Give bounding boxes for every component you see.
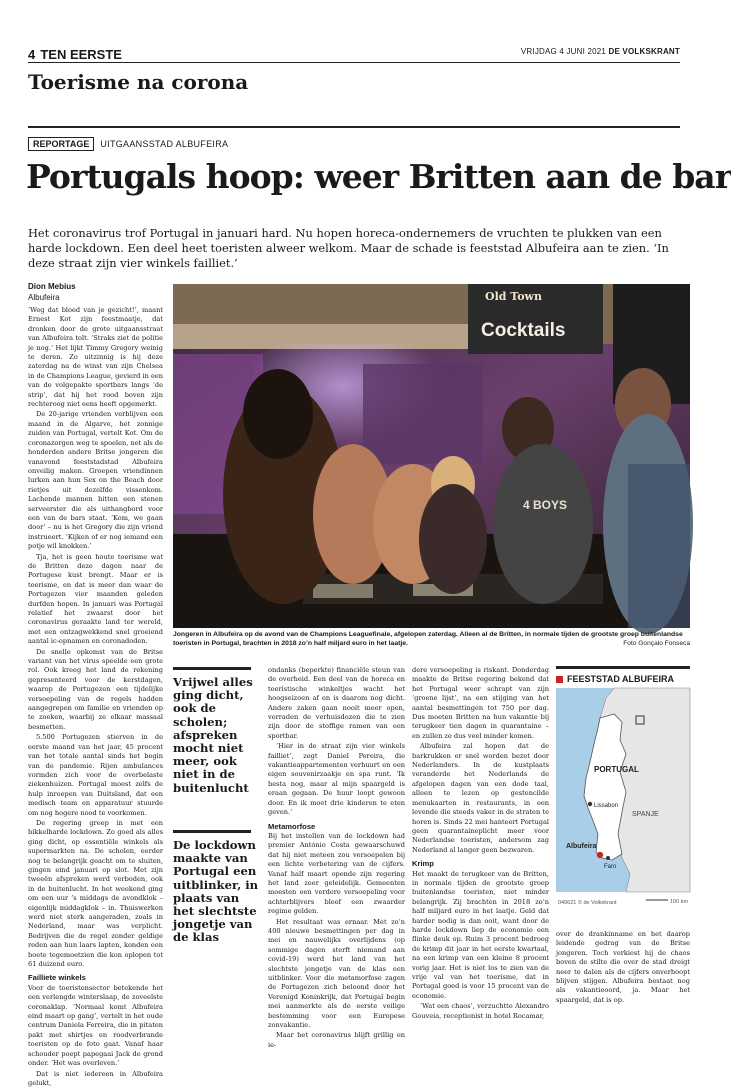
pull-quote-2 <box>173 830 263 945</box>
portugal-map <box>556 688 690 914</box>
quote-rule <box>173 830 251 833</box>
paragraph: ‘Hier in de straat zijn vier winkels failliet’, zegt Daniel Pereira, die vakantieappartementen verhuurt en een eigen souvenirzaakje en spa runt. ‘Ik besta nog, maar al mijn spaargeld is eraan gegaan. De huur loopt gewoon door. En ik moet drie kinderen te eten geven.’ <box>268 742 405 817</box>
author-name: Dion Mebius <box>28 281 163 292</box>
paragraph: De 20-jarige vrienden verblijven een maand in de Algarve, het zonnige zuiden van Portugal, vertelt Kot. Om de coronazorgen weg te spoelen, net als de honderden andere Britse jongeren die vanavond feeststadstad Albufeira onveilig maken. Groepen vriendinnen lurken aan hun Sex on the Beach door rietjes uit dezelfde vissenkom. Lachende mannen bitten een stenen serveerster die als uithangbord voor een van de bars staat. ‘Kom, we gaan door’ – nu is het Gregory die zijn vriend instrueert. ‘Kijken of er nog iemand een potje wil knokken.’ <box>28 410 163 551</box>
neighbor-label: SPANJE <box>632 811 659 818</box>
paragraph: De regering greep in met een bikkelharde lockdown. Zo goed als alles ging dicht, op essentiële winkels als supermarkten na. De scholen, eerder nog te belangrijk geacht om te sluiten, gingen eind januari op slot. Met zijn tweeën afspreken werd verboden, ook in de buitenlucht. In het weekend ging om een uur ’s middags de avondklok – eigenlijk middagklok – in. Thuiswerken werd niet sterk aangeraden, zoals in Nederland, maar was verplicht. Bedrijven die de regel zonder geldige reden aan hun laars lapten, konden een boete tegemoetzien die kon oplopen tot 61 duizend euro. <box>28 819 163 970</box>
paragraph: ‘Weg dat bloed van je gezicht!’, maant Ernest Kot zijn feestmaatje, dat dronken door de grote uitgaansstraat van Albufeira tolt. ‘Straks ziet de politie je nog.’ Het lijkt Timmy Gregory weinig te deren. Zo uitzinnig is hij deze zaterdag na de winst van zijn Chelsea in de Champions League, gevierd in een van de volgepakte sportbars langs ‘de strip’, dat hij het rood boven zijn rechteroog niet eens heeft opgemerkt. <box>28 306 163 409</box>
city-label: Lissabon <box>594 803 618 809</box>
country-label: PORTUGAL <box>594 765 639 774</box>
page-header <box>28 44 680 62</box>
paragraph: Het resultaat was ernaar. Met zo’n 400 nieuwe besmettingen per dag in mei en nauwelijks overlijdens (op sommige dagen sterft niemand aan covid-19) werd het land van het slechtste jongetje van de klas een uitblinker. Voor die metamorfose zagen de Portugezen zich beloond door het Verenigd Koninkrijk, dat Portugal begin mei aanmerkte als de eerste veilige bestemming voor een Europese zonvakantie. <box>268 918 405 1031</box>
map-box <box>556 666 690 924</box>
rubric-rule <box>28 126 680 128</box>
paragraph: Albufeira zal hopen dat de barkrukken er snel worden bezet door Nederlanders. In de kustplaats veranderde het Nederlands de afgelopen dagen van een dode taal, alleen te lezen op gestencilde menukaarten in restaurants, in een levende die steeds vaker in de straten te horen is. Sinds 22 mei hanteert Portugal geen quarantaineplicht meer voor Nederlandse toeristen, andersom zag Nederland al langer geen bezwaren. <box>412 742 549 855</box>
photo-caption <box>173 630 690 648</box>
headline: Portugals hoop: weer Britten aan de bar <box>26 158 706 196</box>
sign-main-text: Cocktails <box>481 320 565 341</box>
genre-tag: REPORTAGE <box>28 137 94 151</box>
quote-rule <box>173 667 251 670</box>
paragraph: Maar het coronavirus blijft grillig en ie- <box>268 1031 405 1050</box>
section-name: TEN EERSTE <box>40 47 122 62</box>
paragraph: ondanks (beperkte) financiële steun van de overheid. Een deel van de horeca en toeristische winkeltjes wacht het hoogseizoen af en is daarom nog dicht. Andere zaken gaan nooit meer open, verraden de verhuisdozen die te zien zijn door de stoffige ramen van een sportbar. <box>268 666 405 741</box>
paragraph: Voor de toeristensector betekende het een verlengde winterslaap, de zoveelste coronaklap. ‘Normaal komt Albufeira eind maart op gang’, vertelt in het oude centrum Daniela Ferreira, die in pitaten pakt met shirtjes en roodverbrande toeristen op de foto gaat. Vanaf haar schouder poept papegaai Jack de grond onder. ‘Het was overleven.’ <box>28 984 163 1069</box>
paragraph: dere versoepeling is riskant. Donderdag maakte de Britse regering bekend dat het Portugal weer schrapt van zijn ‘groene lijst’, na een stijging van het aantal besmettingen tot 750 per dag. Dus moeten Britten na hun vakantie bij terugkeer tien dagen in quarantaine – en zullen ze dus veel minder komen. <box>412 666 549 741</box>
dateline: Albufeira <box>28 292 163 303</box>
city-dot <box>588 802 592 806</box>
paragraph: De snelle opkomst van de Britse variant van het virus speelde een grote rol. Ook kreeg het land de rekening gepresenteerd voor de kerstdagen, waarop de Portugezen een tijdelijke versoepeling van de regels hadden aangegrepen om familie en vrienden op te zoeken, waarbij ze elkaar massaal besmetten. <box>28 648 163 733</box>
kicker <box>28 136 228 152</box>
subheading: Metamorfose <box>268 822 405 831</box>
map-title: FEESTSTAD ALBUFEIRA <box>556 669 690 688</box>
article-column-3 <box>268 666 405 1044</box>
city-dot <box>606 856 610 860</box>
lede: Het coronavirus trof Portugal in januari hard. Nu hopen horeca-ondernemers de vruchten te plukken van een harde lockdown. Een deel heet toeristen alweer welkom. Maar de schade is feeststad Albufeira aan te zien. ‘In deze straat zijn vier winkels failliet.’ <box>28 226 688 271</box>
quote-text: Vrijwel alles ging dicht, ook de scholen; afspreken mocht niet meer, ook niet in de buitenlucht <box>173 676 263 795</box>
article-column-4 <box>412 666 549 1044</box>
paragraph: ‘Wat een chaos’, verzuchtte Alexandro Gouveia, receptionist in hotel Rocamar, <box>412 1002 549 1021</box>
paragraph: Tja, het is geen houte toerisme wat de Britten deze dagen naar de Portugese kust brengt. Maar er is toerisme, en dat is meer dan waar de Portugezen vier maanden geleden durfden hopen. In januari was Portugal relatief het zwaarst door het coronavirus geraakte land ter wereld, met een ontzagwekkend snel groeiend aantal ic-opnamen en coronadoden. <box>28 553 163 647</box>
sign-top-text: Old Town <box>485 290 542 303</box>
albufeira-dot <box>597 852 603 858</box>
pull-quote-1 <box>173 667 263 795</box>
page-number: 4 <box>28 47 35 62</box>
city-label-albufeira: Albufeira <box>566 843 596 850</box>
paragraph: Dat is niet iedereen in Albufeira gelukt, <box>28 1070 163 1088</box>
header-rule <box>28 62 680 63</box>
paragraph: Bij het instellen van de lockdown had premier António Costa gewaarschuwd dat hij niet meteen zou versoepelen bij een lichte verbetering van de cijfers. Vanaf half maart opende zijn regering het land zeer geleidelijk. Gemeenten moesten een verdere versoepeling voor achterblijvers bleef een zwaarder regime gelden. <box>268 832 405 917</box>
map-scale: 100 km <box>670 899 688 905</box>
paragraph: Het maakt de terugkeer van de Britten, in normale tijden de grootste groep buitenlandse toeristen, niet minder belangrijk. Zij brachten in 2018 zo’n half miljard euro in het laatje. Geld dat harder nodig is dan ooit, want door de harde lockdown liep de economie een flinke deuk op. Ruim 3 procent bedroeg de krimp dit jaar in het eerste kwartaal, na een krimp van een kleine 8 procent vorig jaar. Het is niet los te zien van de vrije val van het toerisme, dat in Portugal goed is voor 15 procent van de economie. <box>412 870 549 1002</box>
subheading: Failliete winkels <box>28 973 163 982</box>
byline <box>28 281 163 303</box>
quote-text: De lockdown maakte van Portugal een uitblinker, in plaats van het slechtste jongetje van de klas <box>173 839 263 945</box>
paragraph: 5.500 Portugezen stierven in de eerste maand van het jaar, 45 procent van het totale aantal sinds het begin van de pandemie. Rijen ambulances vormden zich voor de overbelaste ziekenhuizen. Portugal moest zelfs de hulp inroepen van Duitsland, dat een medisch team en apparatuur stuurde om nog hogere nood te voorkomen. <box>28 733 163 818</box>
rubric-title: Toerisme na corona <box>28 70 248 94</box>
subheading: Krimp <box>412 859 549 868</box>
newspaper-name: DE VOLKSKRANT <box>609 47 681 56</box>
shirt-text: 4 BOYS <box>523 498 567 512</box>
caption-text: Jongeren in Albufeira op de avond van de Champions Leaguefinale, afgelopen zaterdag. Alleen al de Britten, in normale tijden de grootste groep buitenlandse toeristen in Portugal, brachten in 2018 zo’n half miljard euro in het laatje. <box>173 631 683 647</box>
kicker-place: UITGAANSSTAD ALBUFEIRA <box>100 139 228 149</box>
article-column-5 <box>556 930 690 1042</box>
city-label: Faro <box>604 864 617 870</box>
article-column-1 <box>28 306 163 1042</box>
map-source: 040621 © de Volkskrant <box>558 899 617 906</box>
paragraph: over de drankinname en het daarop leidende gedrag van de Britse jongeren. Toch verkiest hij de chaos boven de stilte die over de stad dreigt neer te dalen als de cijfers onverhoopt blijven stijgen. Albufeira bestaat nog als vakantieoord, ja. Maar het spaargeld, dat is op. <box>556 930 690 1005</box>
news-photo <box>173 284 690 628</box>
accent-square <box>556 676 563 683</box>
issue-date: VRIJDAG 4 JUNI 2021 DE VOLKSKRANT <box>521 47 680 56</box>
photo-credit: Foto Gonçalo Fonseca <box>623 639 690 648</box>
